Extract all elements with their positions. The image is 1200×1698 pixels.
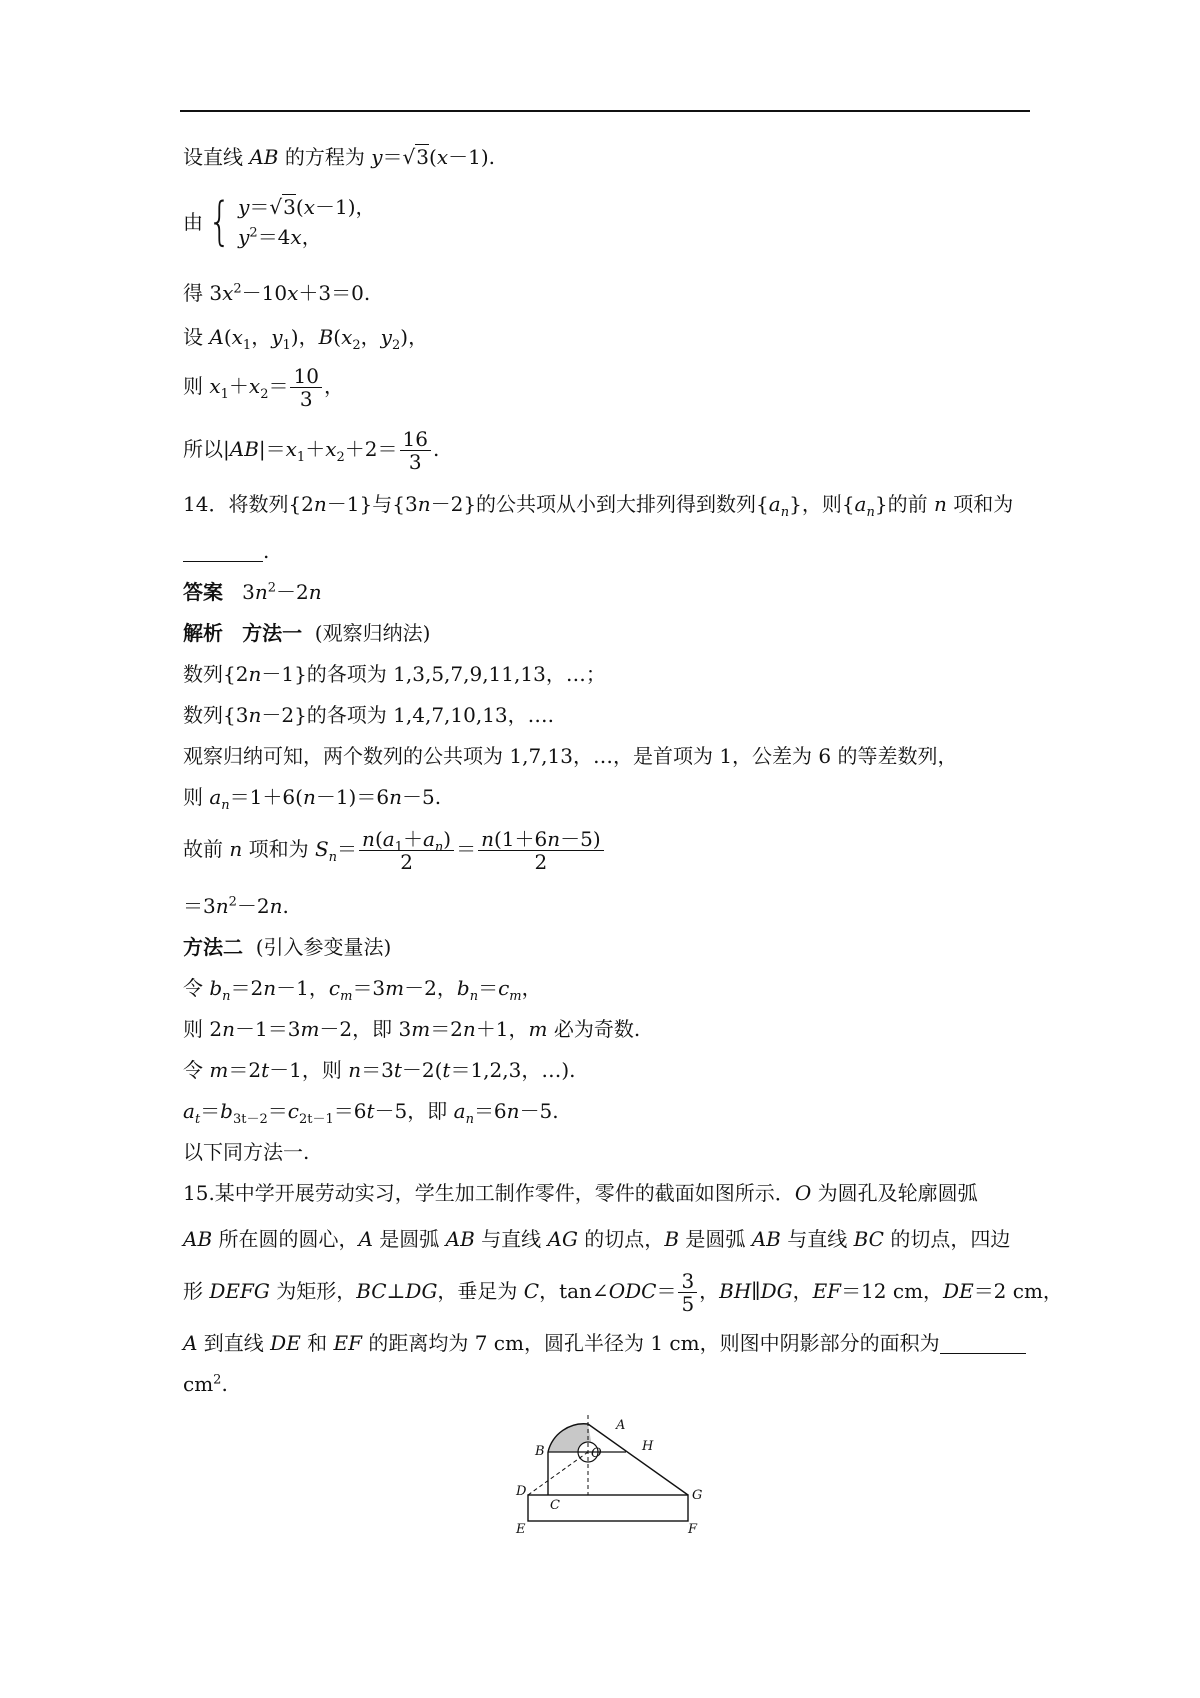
solution-line-2: 数列{3n－2}的各项为 1,4,7,10,13，…. (183, 703, 555, 727)
solution-line-3: 观察归纳可知，两个数列的公共项为 1,7,13，…，是首项为 1，公差为 6 的等差数列， (183, 744, 958, 768)
question-14-blank: . (183, 541, 269, 562)
line-ab-equation: 设直线 AB 的方程为 y＝√3(x－1). (183, 145, 495, 169)
answer-line: 答案 $3n^2-2n$ (183, 580, 322, 604)
method-2-heading: 方法二 (引入参变量法) (183, 935, 392, 959)
line-sum-roots: 则 $x_1+x_2=$ $\frac{10}{3}$ ， (183, 364, 344, 411)
label-e: E (516, 1522, 526, 1535)
header-rule (180, 110, 1030, 112)
solution-line-5: 故前 n 项和为 $S_n=$ $\frac{n(a_1+a_n)}{2}$ ＝ $\frac{n(1+6n-5)}{2}$ (183, 828, 606, 873)
question-15-line-4: A 到直线 DE 和 EF 的距离均为 7 cm，圆孔半径为 1 cm，则图中阴影部分的面积为 (183, 1333, 1026, 1354)
method-2-line-4: $a_t=b_{3t-2}=c_{2t-1}=6t-5$，即 $a_n=6n-5$. (183, 1099, 559, 1127)
method-2-line-3: 令 m＝2t－1，则 n＝3t－2(t＝1,2,3，…). (183, 1058, 576, 1082)
solution-line-4: 则 $a_n=1+6(n-1)=6n-5$. (183, 785, 442, 813)
method-2-line-5: 以下同方法一. (183, 1140, 310, 1164)
left-brace: { (207, 192, 232, 252)
label-c: C (550, 1498, 560, 1513)
question-14: 14．将数列{2n－1}与{3n－2}的公共项从小到大排列得到数列$\{a_n\}$，则$\{a_n\}$的前 n 项和为 (183, 492, 1014, 520)
answer-blank (183, 541, 263, 562)
method-2-line-2: 则 2n－1＝3m－2，即 3m＝2n＋1，m 必为奇数. (183, 1017, 641, 1041)
label-d: D (516, 1484, 527, 1499)
label-h: H (642, 1439, 654, 1454)
question-15-line-1: 15.某中学开展劳动实习，学生加工制作零件，零件的截面如图所示．O 为圆孔及轮廓圆弧 (183, 1181, 978, 1205)
method-2-line-1: 令 $b_n=2n-1$，$c_m=3m-2$，$b_n=c_m$， (183, 976, 542, 1004)
question-15-line-3: 形 DEFG 为矩形，BC⊥DG，垂足为 C，tan∠ODC＝ $\frac{3}{5}$ ，BH∥DG，EF＝12 cm，DE＝2 cm， (183, 1269, 1063, 1316)
line-ag (588, 1424, 688, 1495)
line-quadratic: 得 $3x^2-10x+3=0$. (183, 281, 371, 305)
line-system: 由{ y＝√3(x－1)， $y^2=4x$， (183, 192, 376, 252)
question-15-line-2: AB 所在圆的圆心，A 是圆弧 AB 与直线 AG 的切点，B 是圆弧 AB 与直线 BC 的切点，四边 (183, 1227, 1011, 1251)
label-o: O (591, 1446, 602, 1461)
solution-line-6: $=3n^2-2n$. (183, 894, 289, 918)
answer-blank-15 (940, 1333, 1026, 1354)
label-g: G (692, 1488, 703, 1503)
line-ab-length: 所以$|AB|=x_1+x_2+2=$ $\frac{16}{3}$ . (183, 427, 440, 474)
label-f: F (688, 1522, 698, 1535)
label-b: B (535, 1444, 545, 1459)
question-15-line-5: $cm^2$. (183, 1372, 228, 1396)
part-cross-section-figure (508, 1405, 718, 1535)
line-points: 设 $A(x_1$，$y_1$)，$B(x_2$，$y_2$)， (183, 325, 429, 353)
label-a: A (616, 1418, 626, 1433)
solution-line-1: 数列{2n－1}的各项为 1,3,5,7,9,11,13，…； (183, 662, 606, 686)
solution-heading: 解析 方法一 (观察归纳法) (183, 621, 431, 645)
